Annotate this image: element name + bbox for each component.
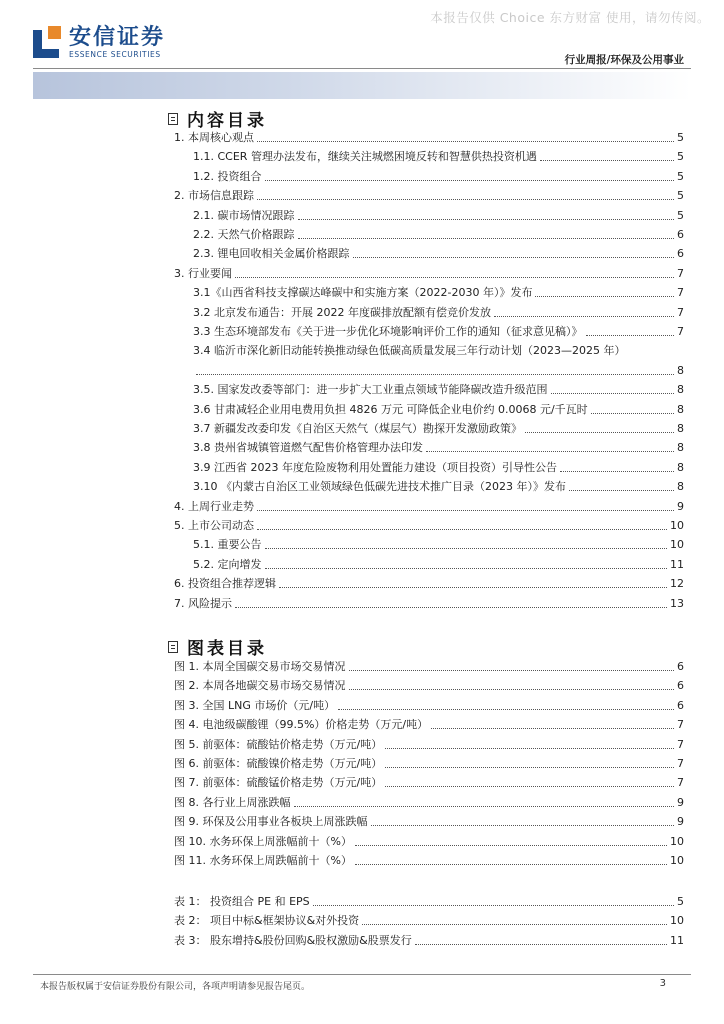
toc-entry-page: 11 xyxy=(670,557,684,571)
dot-leader xyxy=(569,490,674,491)
figure-entry-label: 图 1. 本周全国碳交易市场交易情况 xyxy=(174,660,346,673)
toc-entry-page: 5 xyxy=(677,169,684,183)
toc-entry-label: 3.7 新疆发改委印发《自治区天然气（煤层气）勘探开发激励政策》 xyxy=(193,422,522,435)
toc-entry[interactable] xyxy=(174,340,684,358)
dot-leader xyxy=(298,238,675,239)
dot-leader xyxy=(551,393,675,394)
toc-entry[interactable] xyxy=(174,476,684,494)
toc-entry[interactable] xyxy=(174,496,684,514)
dot-leader xyxy=(349,689,675,690)
brand-logo xyxy=(33,24,165,62)
toc-entry[interactable] xyxy=(174,263,684,281)
toc-entry[interactable] xyxy=(174,554,684,572)
toc-entry-label: 3.10 《内蒙古自治区工业领域绿色低碳先进技术推广目录（2023 年）》发布 xyxy=(193,480,566,494)
toc-entry[interactable] xyxy=(174,282,684,300)
footer-disclaimer: 本报告版权属于安信证券股份有限公司，各项声明请参见报告尾页。 xyxy=(40,982,311,992)
dot-leader xyxy=(494,316,674,317)
toc-entry[interactable] xyxy=(174,515,684,533)
toc-entry-page: 13 xyxy=(670,596,684,610)
toc-entry-page: 7 xyxy=(677,305,684,319)
document-icon xyxy=(168,113,178,125)
toc-entry[interactable] xyxy=(174,534,684,552)
figure-entry[interactable] xyxy=(174,831,684,849)
toc-entry[interactable] xyxy=(174,166,684,184)
figure-entry[interactable] xyxy=(174,675,684,693)
table-entry-page: 5 xyxy=(677,895,684,908)
toc-entry[interactable] xyxy=(174,243,684,261)
dot-leader xyxy=(371,825,675,826)
dot-leader xyxy=(257,529,667,530)
toc-entry[interactable] xyxy=(174,146,684,164)
figure-entry-page: 6 xyxy=(677,679,684,693)
toc-entry-page: 8 xyxy=(677,441,684,455)
toc-entry-label: 3. 行业要闻 xyxy=(174,266,232,280)
dot-leader xyxy=(257,199,674,200)
toc-entry-page: 7 xyxy=(677,266,684,280)
figure-entry-page: 7 xyxy=(677,718,684,732)
figure-entry[interactable] xyxy=(174,714,684,732)
toc-entry-label: 3.3 生态环境部发布《关于进一步优化环境影响评价工作的通知（征求意见稿）》 xyxy=(193,325,583,338)
dot-leader xyxy=(591,413,674,414)
toc-entry-label: 1.2. 投资组合 xyxy=(193,169,262,183)
toc-entry-label: 1. 本周核心观点 xyxy=(174,131,254,144)
dot-leader xyxy=(257,141,674,142)
figure-entry[interactable] xyxy=(174,695,684,713)
toc-entry[interactable] xyxy=(174,205,684,223)
dot-leader xyxy=(385,767,674,768)
figure-entry-label: 图 9. 环保及公用事业各板块上周涨跌幅 xyxy=(174,815,368,829)
table-entry[interactable] xyxy=(174,891,684,909)
toc-entry-label: 3.8 贵州省城镇管道燃气配售价格管理办法印发 xyxy=(193,441,423,455)
toc-entry-label: 3.5. 国家发改委等部门：进一步扩大工业重点领域节能降碳改造升级范围 xyxy=(193,383,548,397)
toc-entry-label: 2.3. 锂电回收相关金属价格跟踪 xyxy=(193,247,350,261)
figure-entry-page: 7 xyxy=(677,737,684,751)
brand-name-en: ESSENCE SECURITIES xyxy=(69,50,161,59)
toc-entry-page: 5 xyxy=(677,131,684,144)
dot-leader xyxy=(586,335,675,336)
brand-name-cn: 安信证券 xyxy=(69,25,166,50)
table-entry-page: 10 xyxy=(670,914,684,928)
dot-leader xyxy=(353,257,675,258)
dot-leader xyxy=(235,277,674,278)
dot-leader xyxy=(560,471,674,472)
table-entry-label: 表 3： 股东增持&股份回购&股权激励&股票发行 xyxy=(174,933,412,947)
toc-entry-page: 6 xyxy=(677,228,684,241)
dot-leader xyxy=(265,548,668,549)
figure-entry[interactable] xyxy=(174,772,684,790)
header-band xyxy=(33,72,691,99)
dot-leader xyxy=(265,568,668,569)
toc-entry-label: 3.1《山西省科技支撑碳达峰碳中和实施方案（2022-2030 年）》发布 xyxy=(193,286,533,300)
figure-entry-page: 10 xyxy=(670,834,684,848)
toc-entry[interactable] xyxy=(174,224,684,242)
toc-entry-page: 8 xyxy=(677,402,684,416)
toc-entry[interactable] xyxy=(174,360,684,378)
dot-leader xyxy=(385,748,674,749)
figure-entry-label: 图 11. 水务环保上周跌幅前十（%） xyxy=(174,854,352,867)
figure-entry[interactable] xyxy=(174,734,684,752)
page-number: 3 xyxy=(659,978,666,989)
dot-leader xyxy=(265,180,675,181)
toc-entry-label: 7. 风险提示 xyxy=(174,596,232,610)
figure-entry-label: 图 7. 前驱体：硫酸锰价格走势（万元/吨） xyxy=(174,776,383,790)
header-divider xyxy=(33,68,691,69)
dot-leader xyxy=(426,451,674,452)
figure-entry-label: 图 4. 电池级碳酸锂（99.5%）价格走势（万元/吨） xyxy=(174,718,429,732)
toc-entry[interactable] xyxy=(174,127,684,145)
dot-leader xyxy=(235,607,667,608)
figure-entry-page: 6 xyxy=(677,660,684,673)
figure-entry-page: 7 xyxy=(677,776,684,790)
figure-entry-label: 图 3. 全国 LNG 市场价（元/吨） xyxy=(174,698,336,712)
toc-entry[interactable] xyxy=(174,321,684,339)
toc-entry-page: 12 xyxy=(670,577,684,591)
figure-entry-page: 7 xyxy=(677,757,684,770)
dot-leader xyxy=(313,905,674,906)
toc-entry-page: 5 xyxy=(677,150,684,164)
toc-entry-page: 9 xyxy=(677,499,684,513)
table-entry-page: 11 xyxy=(670,933,684,947)
toc-entry-page: 8 xyxy=(677,422,684,435)
toc-entry-label: 5.2. 定向增发 xyxy=(193,557,262,571)
toc-entry-label: 1.1. CCER 管理办法发布，继续关注城燃困境反转和智慧供热投资机遇 xyxy=(193,150,537,164)
figure-entry-page: 9 xyxy=(677,815,684,829)
toc-entry-label: 6. 投资组合推荐逻辑 xyxy=(174,577,276,591)
toc-entry-label: 3.9 江西省 2023 年度危险废物利用处置能力建设（项目投资）引导性公告 xyxy=(193,460,557,474)
dot-leader xyxy=(385,786,674,787)
dot-leader xyxy=(298,219,675,220)
figure-entry[interactable] xyxy=(174,656,684,674)
toc-entry-page: 5 xyxy=(677,189,684,203)
footer-divider xyxy=(33,974,691,975)
dot-leader xyxy=(196,374,674,375)
toc-entry[interactable] xyxy=(174,593,684,611)
dot-leader xyxy=(257,510,674,511)
toc-entry-page: 8 xyxy=(677,383,684,397)
table-entry-label: 表 2： 项目中标&框架协议&对外投资 xyxy=(174,914,360,928)
toc-entry-label: 4. 上周行业走势 xyxy=(174,499,254,513)
dot-leader xyxy=(415,944,667,945)
toc-entry-page: 10 xyxy=(670,519,684,532)
toc-entry-label: 3.6 甘肃减轻企业用电费用负担 4826 万元 可降低企业电价约 0.0068 元/千瓦时 xyxy=(193,402,588,416)
dot-leader xyxy=(279,587,667,588)
toc-entry-label: 2.1. 碳市场情况跟踪 xyxy=(193,208,295,222)
figure-entry[interactable] xyxy=(174,850,684,868)
dot-leader xyxy=(355,864,667,865)
figure-entry-label: 图 10. 水务环保上周涨幅前十（%） xyxy=(174,834,352,848)
toc-entry[interactable] xyxy=(174,418,684,436)
toc-entry-label: 3.4 临沂市深化新旧动能转换推动绿色低碳高质量发展三年行动计划（2023—2025 年） xyxy=(193,344,626,358)
document-icon xyxy=(168,641,178,653)
dot-leader xyxy=(362,924,667,925)
toc-entry-label: 3.2 北京发布通告：开展 2022 年度碳排放配额有偿竞价发放 xyxy=(193,305,491,319)
toc-entry-page: 7 xyxy=(677,286,684,300)
toc-entry-page: 8 xyxy=(677,363,684,377)
dot-leader xyxy=(294,806,675,807)
watermark: 本报告仅供 Choice 东方财富 使用，请勿传阅。 xyxy=(430,10,710,25)
toc-entry-page: 5 xyxy=(677,208,684,222)
toc-entry-page: 8 xyxy=(677,460,684,474)
dot-leader xyxy=(355,845,667,846)
dot-leader xyxy=(349,670,675,671)
toc-entry-label: 2.2. 天然气价格跟踪 xyxy=(193,228,295,241)
toc-entry-page: 8 xyxy=(677,480,684,494)
dot-leader xyxy=(431,728,674,729)
dot-leader xyxy=(535,296,674,297)
logo-icon xyxy=(33,26,61,60)
toc-entry-label: 5.1. 重要公告 xyxy=(193,538,262,552)
table-entry-label: 表 1： 投资组合 PE 和 EPS xyxy=(174,895,310,908)
toc-entry-page: 7 xyxy=(677,325,684,338)
figure-entry[interactable] xyxy=(174,792,684,810)
table-entry[interactable] xyxy=(174,910,684,928)
figure-entry-page: 10 xyxy=(670,854,684,867)
toc-entry[interactable] xyxy=(174,185,684,203)
figure-entry-page: 9 xyxy=(677,795,684,809)
toc-entry[interactable] xyxy=(174,437,684,455)
toc-entry-page: 10 xyxy=(670,538,684,552)
figure-entry[interactable] xyxy=(174,811,684,829)
table-entry[interactable] xyxy=(174,930,684,948)
dot-leader xyxy=(540,160,674,161)
figure-entry-label: 图 2. 本周各地碳交易市场交易情况 xyxy=(174,679,346,693)
dot-leader xyxy=(338,709,674,710)
figure-index-title: 图表目录 xyxy=(187,639,267,659)
figure-entry-label: 图 6. 前驱体：硫酸镍价格走势（万元/吨） xyxy=(174,757,383,770)
figure-entry-label: 图 8. 各行业上周涨跌幅 xyxy=(174,795,291,809)
figure-entry-page: 6 xyxy=(677,698,684,712)
figure-entry-label: 图 5. 前驱体：硫酸钴价格走势（万元/吨） xyxy=(174,737,383,751)
toc-entry-label: 2. 市场信息跟踪 xyxy=(174,189,254,203)
toc-entry-page: 6 xyxy=(677,247,684,261)
toc-entry[interactable] xyxy=(174,399,684,417)
toc-entry-label: 5. 上市公司动态 xyxy=(174,519,254,532)
figure-entry[interactable] xyxy=(174,753,684,771)
toc-entry[interactable] xyxy=(174,457,684,475)
dot-leader xyxy=(525,432,674,433)
toc-entry[interactable] xyxy=(174,379,684,397)
toc-entry[interactable] xyxy=(174,302,684,320)
toc-title: 内容目录 xyxy=(187,111,267,131)
report-category: 行业周报/环保及公用事业 xyxy=(564,54,684,66)
toc-entry[interactable] xyxy=(174,573,684,591)
